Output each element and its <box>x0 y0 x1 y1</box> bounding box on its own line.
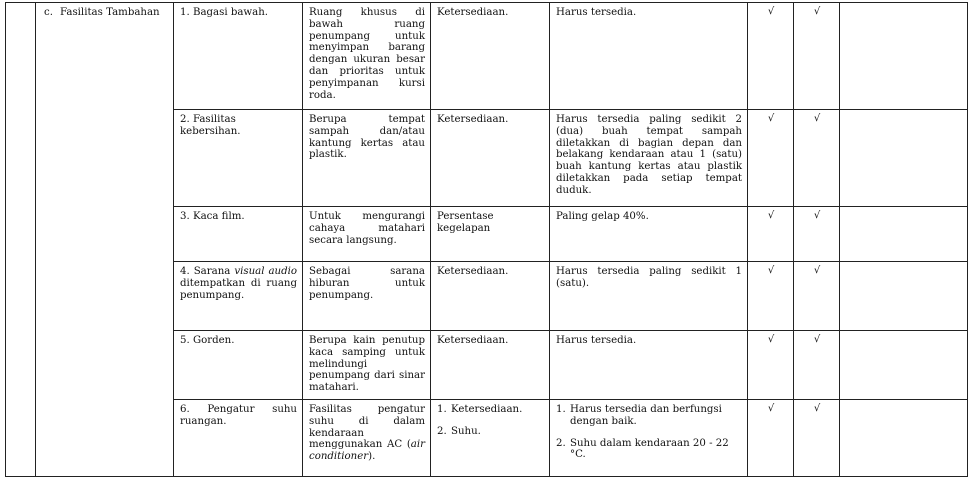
requirement-cell: Harus tersedia. <box>550 331 748 400</box>
section-letter: c. <box>44 7 53 18</box>
blank-left-cell <box>6 3 36 477</box>
item-cell <box>174 262 303 331</box>
check-mark-cell: √ <box>794 3 840 110</box>
requirement-cell <box>550 400 748 477</box>
item-cell: 2. Fasilitas kebersihan. <box>174 110 303 207</box>
parameter-cell: Ketersediaan. <box>431 3 550 110</box>
check-mark-cell: √ <box>748 400 794 477</box>
requirement-cell: Paling gelap 40%. <box>550 207 748 262</box>
requirement-subitem: 1. Harus tersedia dan berfungsi dengan baik. <box>556 404 722 427</box>
description-emphasis: air conditioner <box>309 439 425 463</box>
notes-cell <box>840 207 968 262</box>
notes-cell <box>840 262 968 331</box>
description-cell <box>303 400 431 477</box>
requirement-subitem: 2. Suhu dalam kendaraan 20 - 22 °C. <box>556 437 729 461</box>
description-cell: Berupa tempat sampah dan/atau kantung kertas atau plastik. <box>303 110 431 207</box>
parameter-subitem: 1. Ketersediaan. <box>437 404 523 415</box>
section-heading-cell <box>36 3 174 477</box>
check-mark-cell: √ <box>794 110 840 207</box>
item-cell: 1. Bagasi bawah. <box>174 3 303 110</box>
requirement-cell: Harus tersedia paling sedikit 2 (dua) buah tempat sampah diletakkan di bagian depan dan belakang kendaraan atau 1 (satu) buah kantung kertas atau plastik diletakkan pada setiap tempat duduk. <box>550 110 748 207</box>
parameter-cell: Persentase kegelapan <box>431 207 550 262</box>
requirement-cell: Harus tersedia paling sedikit 1 (satu). <box>550 262 748 331</box>
check-mark-cell: √ <box>748 262 794 331</box>
table-row <box>6 3 968 110</box>
notes-cell <box>840 110 968 207</box>
parameter-cell: Ketersediaan. <box>431 262 550 331</box>
check-mark-cell: √ <box>748 331 794 400</box>
notes-cell <box>840 400 968 477</box>
description-cell: Berupa kain penutup kaca samping untuk melindungi penumpang dari sinar matahari. <box>303 331 431 400</box>
facilities-table <box>5 2 968 477</box>
description-text-end: ). <box>368 451 376 463</box>
check-mark-cell: √ <box>748 207 794 262</box>
item-cell: 6. Pengatur suhu ruangan. <box>174 400 303 477</box>
notes-cell <box>840 331 968 400</box>
item-emphasis: visual audio <box>234 266 297 277</box>
parameter-cell <box>431 400 550 477</box>
parameter-subitem: 2. Suhu. <box>437 425 481 437</box>
description-cell: Sebagai sarana hiburan untuk penumpang. <box>303 262 431 331</box>
item-text: 4. Sarana <box>180 266 231 277</box>
description-text: Fasilitas pengatur suhu di dalam kendaraan menggunakan AC ( <box>309 404 425 451</box>
item-text-continued: ditempatkan di ruang penumpang. <box>180 277 297 301</box>
description-cell: Untuk mengurangi cahaya matahari secara langsung. <box>303 207 431 262</box>
check-mark-cell: √ <box>748 110 794 207</box>
check-mark-cell: √ <box>794 207 840 262</box>
parameter-cell: Ketersediaan. <box>431 331 550 400</box>
check-mark-cell: √ <box>748 3 794 110</box>
notes-cell <box>840 3 968 110</box>
item-cell: 3. Kaca film. <box>174 207 303 262</box>
parameter-cell: Ketersediaan. <box>431 110 550 207</box>
section-title: Fasilitas Tambahan <box>60 7 160 18</box>
check-mark-cell: √ <box>794 400 840 477</box>
requirement-cell: Harus tersedia. <box>550 3 748 110</box>
check-mark-cell: √ <box>794 262 840 331</box>
item-cell: 5. Gorden. <box>174 331 303 400</box>
check-mark-cell: √ <box>794 331 840 400</box>
description-cell: Ruang khusus di bawah ruang penumpang untuk menyimpan barang dengan ukuran besar dan prioritas untuk penyimpanan kursi roda. <box>303 3 431 110</box>
